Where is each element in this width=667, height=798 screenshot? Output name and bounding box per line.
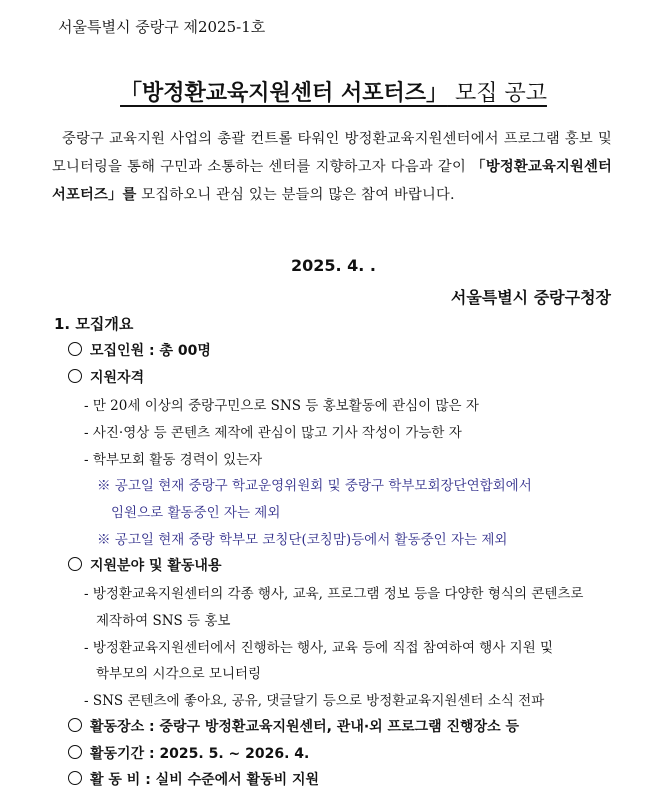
qualification-item: - 학부모회 활동 경력이 있는자 — [84, 452, 263, 468]
title-main: 「방정환교육지원센터 서포터즈」 — [120, 81, 448, 106]
intro-bold-name: 「방정환교육지원센터 서포터즈」를 — [52, 159, 613, 203]
intro-text-2: 모집하오니 관심 있는 분들의 많은 참여 바랍니다. — [136, 187, 455, 203]
intro-text-1: 중랑구 교육지원 사업의 총괄 컨트롤 타워인 방정환교육지원센터에서 프로그램 홍보 및 모니터링을 통해 구민과 소통하는 센터를 지향하고자 다음과 같이 — [52, 131, 612, 175]
circle-bullet-icon — [68, 369, 82, 383]
exclusion-note-cont: 임원으로 활동중인 자는 제외 — [111, 505, 281, 521]
exclusion-note: ※ 공고일 현재 중랑구 학교운영위원회 및 중랑구 학부모회장단연합회에서 — [97, 478, 532, 494]
field-item: - 방정환교육지원센터에서 진행하는 행사, 교육 등에 직접 참여하여 행사 지원 및 — [84, 640, 554, 656]
recruit-count: 모집인원 : 총 00명 — [68, 340, 211, 360]
field-item-cont: 제작하여 SNS 등 홍보 — [96, 613, 231, 629]
field-item: - SNS 콘텐츠에 좋아요, 공유, 댓글달기 등으로 방정환교육지원센터 소식 전파 — [84, 693, 545, 709]
title-suffix: 모집 공고 — [447, 81, 547, 106]
exclusion-note: ※ 공고일 현재 중랑 학부모 코칭단(코칭맘)등에서 활동중인 자는 제외 — [97, 532, 508, 548]
circle-bullet-icon — [68, 718, 82, 732]
activity-place: 활동장소 : 중랑구 방정환교육지원센터, 관내·외 프로그램 진행장소 등 — [68, 716, 519, 736]
circle-bullet-icon — [68, 771, 82, 785]
section-heading: 1. 모집개요 — [54, 315, 134, 333]
circle-bullet-icon — [68, 557, 82, 571]
notice-title — [0, 76, 667, 107]
field-item: - 방정환교육지원센터의 각종 행사, 교육, 프로그램 정보 등을 다양한 형식의 콘텐츠로 — [84, 586, 584, 602]
document-number: 서울특별시 중랑구 제2025-1호 — [58, 18, 266, 36]
activity-fee: 활 동 비 : 실비 수준에서 활동비 지원 — [68, 769, 319, 789]
qualification-heading: 지원자격 — [68, 367, 144, 387]
qualification-item: - 사진·영상 등 콘텐츠 제작에 관심이 많고 기사 작성이 가능한 자 — [84, 425, 462, 441]
signatory: 서울특별시 중랑구청장 — [450, 288, 611, 307]
intro-paragraph — [52, 125, 612, 209]
notice-date: 2025. 4. . — [290, 256, 377, 275]
field-item-cont: 학부모의 시각으로 모니터링 — [96, 666, 262, 682]
field-heading: 지원분야 및 활동내용 — [68, 555, 221, 575]
circle-bullet-icon — [68, 342, 82, 356]
qualification-item: - 만 20세 이상의 중랑구민으로 SNS 등 홍보활동에 관심이 많은 자 — [84, 398, 479, 414]
circle-bullet-icon — [68, 745, 82, 759]
activity-period: 활동기간 : 2025. 5. ~ 2026. 4. — [68, 743, 309, 763]
